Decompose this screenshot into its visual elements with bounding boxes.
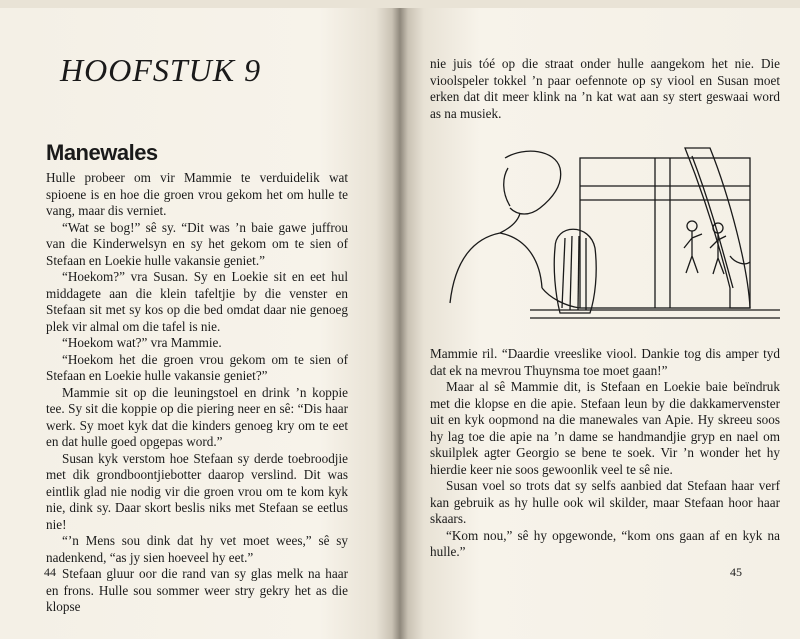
- paragraph: Hulle probeer om vir Mammie te verduidelik wat spioene is en hoe die groen vrou gekom het om hulle te vang, maar dis verniet.: [46, 170, 348, 218]
- paragraph: “Hoekom wat?” vra Mammie.: [62, 335, 222, 350]
- paragraph: Mammie ril. “Daardie vreeslike viool. Dankie tog dis amper tyd dat ek na mevrou Thuynsma toe moet gaan!”: [430, 346, 780, 378]
- paragraph: Maar al sê Mammie dit, is Stefaan en Loekie baie beïndruk met die klopse en die apie. Stefaan leun by die dakkamervenster uit en kyk oopmond na die manewales van Apie. Hy skreeu soos hy lag toe die apie na ’n dame se handmandjie gryp en nael om skuilplek agter Georgio se bene te soek. Vir ’n wonder het hy hierdie keer nie soos gewoonlik veel te sê nie.: [430, 379, 780, 477]
- paragraph: Susan voel so trots dat sy selfs aanbied dat Stefaan haar verf kan gebruik as hy hulle ook wil skilder, maar Stefaan hoor haar skaars.: [430, 478, 780, 526]
- section-title: Manewales: [46, 140, 158, 165]
- paragraph: Stefaan gluur oor die rand van sy glas melk na haar en frons. Hulle sou sommer weer stry gekry het as die klopse: [46, 566, 348, 614]
- right-bottom-text: [430, 346, 780, 561]
- paragraph: “Hoekom het die groen vrou gekom om te sien of Stefaan en Loekie hulle vakansie geniet?”: [46, 351, 348, 383]
- paragraph: Mammie sit op die leuningstoel en drink ’n koppie tee. Sy sit die koppie op die piering neer en sê: “Dis haar werk. Sy moet kyk dat die kinders genoeg kry om te eet en dat hulle goed opgepas word.”: [46, 384, 348, 449]
- paragraph: Susan kyk verstom hoe Stefaan sy derde toebroodjie met dik grondboontjiebotter daarop verslind. Dit was eintlik glad nie nodig vir die groen vrou om te kom kyk nie, dink sy. Daar skort beslis niks met Stefaan se eetlus nie!: [46, 450, 348, 532]
- paragraph: nie juis tóé op die straat onder hulle aangekom het nie. Die vioolspeler tokkel ’n paar oefennote op sy viool en Susan moet erken dat dit meer klink na ’n kat wat aan sy stert geswaai word as na musiek.: [430, 56, 780, 121]
- illustration-children-at-window: [430, 138, 786, 334]
- left-page: [0, 0, 390, 639]
- paragraph: “Hoekom?” vra Susan. Sy en Loekie sit en eet hul middagete aan die klein tafeltjie by die venster en Stefaan sit met sy kos op die bed omdat daar nie genoeg plek vir almal om die tafel is nie.: [46, 269, 348, 334]
- paragraph: “Kom nou,” sê hy opgewonde, “kom ons gaan af en kyk na hulle.”: [430, 527, 780, 559]
- page-number-right: 45: [730, 565, 742, 579]
- paragraph: “’n Mens sou dink dat hy vet moet wees,” sê sy nadenkend, “as jy sien hoeveel hy eet.”: [46, 533, 348, 565]
- window-frame: [580, 158, 750, 308]
- page-number-left: 44: [44, 565, 56, 579]
- paragraph: “Wat se bog!” sê sy. “Dit was ’n baie gawe juffrou van die Kinderwelsyn en sy het gekom om te sien of Stefaan en Loekie hulle vakansie geniet.”: [46, 219, 348, 268]
- right-top-text: [430, 56, 780, 122]
- chapter-title: HOOFSTUK 9: [60, 52, 262, 88]
- right-page: [412, 0, 800, 639]
- left-body-text: [46, 170, 348, 616]
